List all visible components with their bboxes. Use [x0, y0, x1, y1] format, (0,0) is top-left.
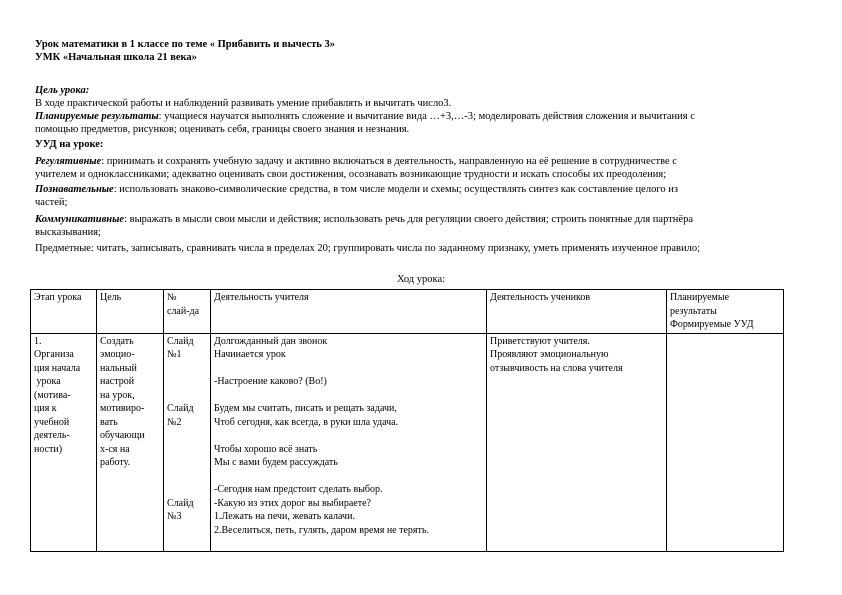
goal-text: В ходе практической работы и наблюдений развивать умение прибавлять и вычитать число3. — [35, 98, 452, 109]
goal-label: Цель урока: — [35, 85, 90, 96]
header-goal: Цель — [97, 290, 164, 334]
goal-cell: Создать эмоцио- нальный настрой на урок, мотивиро- вать обучающи х-ся на работу. — [97, 333, 164, 551]
cognitive-label: Познавательные — [35, 184, 114, 195]
header-results: Планируемые результаты Формируемые УУД — [667, 290, 784, 334]
regulative-line1: Регулятивные: принимать и сохранять учебную задачу и активно включаться в деятельность, направленную на её решение в сотрудничестве с — [35, 156, 677, 167]
planned-results-label: Планируемые результаты — [35, 111, 159, 122]
teacher-activity-cell: Долгожданный дан звонок Начинается урок -Настроение каково? (Во!) Будем мы считать, писать и рещать задачи, Чтоб сегодня, как всегда, в руки шла удача. Чтобы хорошо всё знать Мы с вами будем рассуждать -Сегодня нам предстоит сделать выбор. -Какую из этих дорог вы выбираете? 1.Лежать на печи, жевать калачи. 2.Веселиться, петь, гулять, даром время не терять. — [211, 333, 487, 551]
subject-results: Предметные: читать, записывать, сравнивать числа в пределах 20; группировать числа по заданному признаку, уметь применять изученное правило; — [35, 243, 700, 254]
header-teacher: Деятельность учителя — [211, 290, 487, 334]
cognitive-line2: частей; — [35, 197, 68, 208]
students-activity-cell: Приветствуют учителя. Проявляют эмоциональную отзывчивость на слова учителя — [487, 333, 667, 551]
communicative-label: Коммуникативные — [35, 214, 125, 225]
table-title: Ход урока: — [396, 274, 446, 285]
communicative-line1: Коммуникативные: выражать в мысли свои мысли и действия; использовать речь для регуляции своего действия; строить понятные для партнёра — [35, 214, 693, 225]
uud-heading: УУД на уроке: — [35, 139, 104, 150]
lesson-table — [30, 289, 784, 552]
planned-results-line1: Планируемые результаты: учащиеся научатся выполнять сложение и вычитание вида …+3,…-3; моделировать действия сложения и вычитания с — [35, 111, 695, 122]
header-slide: № слай-да — [164, 290, 211, 334]
stage-cell: 1. Организа ция начала урока (мотива- ция к учебной деятель- ности) — [31, 333, 97, 551]
header-stage: Этап урока — [31, 290, 97, 334]
communicative-line2: высказывания; — [35, 227, 101, 238]
table-header-row — [31, 290, 784, 334]
regulative-line2: учителем и одноклассниками; адекватно оценивать свои достижения, осознавать возникающие трудности и искать способы их преодоления; — [35, 169, 667, 180]
cognitive-line1: Познавательные: использовать знаково-символические средства, в том числе модели и схемы; осуществлять синтез как составление целого из — [35, 184, 679, 195]
regulative-label: Регулятивные — [35, 156, 102, 167]
slide-cell: Слайд №1 Слайд №2 Слайд №3 — [164, 333, 211, 551]
results-cell — [667, 333, 784, 551]
table-row — [31, 333, 784, 551]
header-students: Деятельность учеников — [487, 290, 667, 334]
planned-results-line2: помощью предметов, рисунков; оценивать себя, границы своего знания и незнания. — [35, 124, 410, 135]
umk-title: УМК «Начальная школа 21 века» — [35, 52, 197, 63]
lesson-title: Урок математики в 1 классе по теме « Прибавить и вычесть 3» — [35, 39, 335, 50]
